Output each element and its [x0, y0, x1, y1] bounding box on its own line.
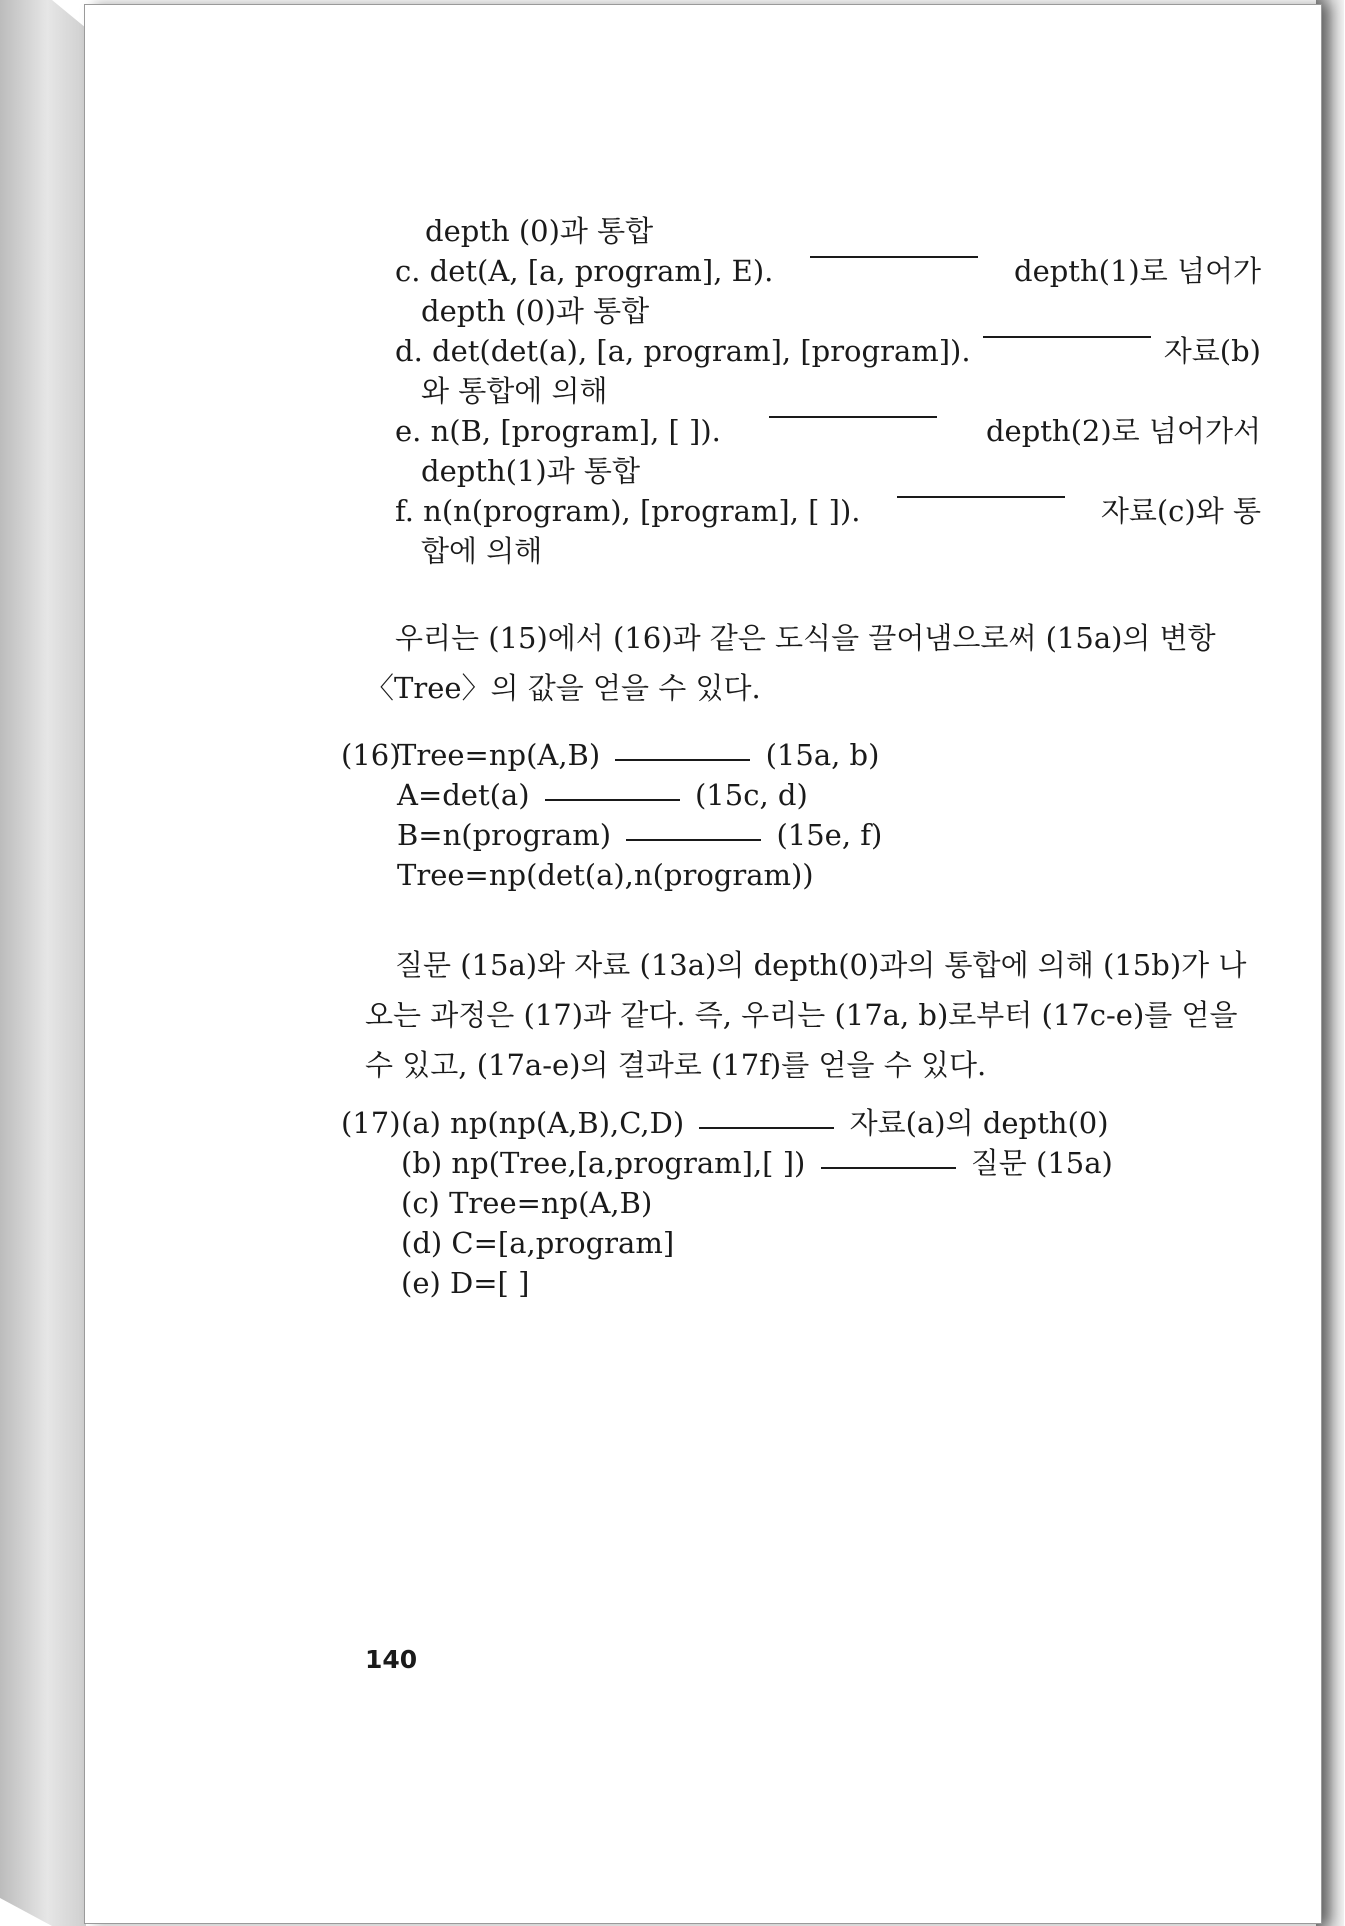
example-16-line-3-ref: (15e, f) [776, 818, 883, 852]
list-15-item-f-note: 자료(c)와 통 [1100, 494, 1261, 528]
leader-line [769, 416, 937, 452]
list-15-item-d-text: d. det(det(a), [a, program], [program]). [395, 334, 971, 368]
list-15-item-f-text: f. n(n(program), [program], [ ]). [395, 494, 861, 528]
list-15-item-e-text: e. n(B, [program], [ ]). [395, 414, 721, 448]
example-16-label: (16) [341, 738, 401, 772]
example-17-label: (17) [341, 1106, 401, 1140]
leader-line [983, 336, 1151, 372]
list-15-item-d [395, 333, 1261, 369]
list-15-item-e-continuation: depth(1)과 통합 [421, 454, 640, 488]
list-15-item-e [395, 413, 1261, 449]
example-16-line-1 [397, 737, 879, 773]
paragraph-2: 질문 (15a)와 자료 (13a)의 depth(0)과의 통합에 의해 (15b)가 나오는 과정은 (17)과 같다. 즉, 우리는 (17a, b)로부터 (17c-e)를 얻을 수 있고, (17a-e)의 결과로 (17f)를 얻을 수 있다. [365, 948, 1247, 1082]
leader-line [615, 759, 750, 761]
example-17-item-d: (d) C=[a,program] [401, 1226, 675, 1260]
list-15-b-continuation: depth (0)과 통합 [425, 214, 654, 248]
leader-line [626, 839, 761, 841]
example-17-item-b-eq: (b) np(Tree,[a,program],[ ]) [401, 1146, 806, 1180]
example-16-line-3 [397, 817, 882, 853]
example-16-line-1-eq: Tree=np(A,B) [397, 738, 601, 772]
leader-line [810, 256, 978, 292]
example-16-line-2 [397, 777, 808, 813]
paragraph-1: 우리는 (15)에서 (16)과 같은 도식을 끌어냄으로써 (15a)의 변항 〈Tree〉의 값을 얻을 수 있다. [365, 621, 1216, 705]
example-17-item-a [401, 1105, 1109, 1141]
example-16-line-2-eq: A=det(a) [397, 778, 530, 812]
example-17-item-b [401, 1145, 1113, 1181]
example-16-line-2-ref: (15c, d) [694, 778, 808, 812]
list-15-item-f-continuation: 합에 의해 [421, 534, 543, 568]
page-content [85, 5, 1321, 1923]
leader-line [545, 799, 680, 801]
example-16-line-3-eq: B=n(program) [397, 818, 612, 852]
page-number: 140 [365, 1645, 418, 1674]
leader-line [699, 1127, 834, 1129]
example-17-item-b-ref: 질문 (15a) [970, 1146, 1113, 1180]
example-16-line-4: Tree=np(det(a),n(program)) [397, 858, 814, 892]
example-17-item-a-ref: 자료(a)의 depth(0) [849, 1106, 1109, 1140]
example-17-item-a-eq: (a) np(np(A,B),C,D) [401, 1106, 685, 1140]
list-15-item-c-note: depth(1)로 넘어가 [1014, 254, 1261, 288]
book-spine [0, 0, 86, 1926]
list-15-item-c-continuation: depth (0)과 통합 [421, 294, 650, 328]
list-15-item-f [395, 493, 1261, 529]
example-17-item-e: (e) D=[ ] [401, 1266, 530, 1300]
list-15-item-d-continuation: 와 통합에 의해 [421, 374, 608, 408]
leader-line [821, 1167, 956, 1169]
list-15-item-e-note: depth(2)로 넘어가서 [985, 414, 1261, 448]
leader-line [897, 496, 1065, 532]
example-17-item-c: (c) Tree=np(A,B) [401, 1186, 653, 1220]
example-16-line-1-ref: (15a, b) [765, 738, 880, 772]
list-15-item-c-text: c. det(A, [a, program], E). [395, 254, 774, 288]
list-15-item-c [395, 253, 1261, 289]
book-page [84, 4, 1322, 1924]
list-15-item-d-note: 자료(b) [1163, 334, 1261, 368]
